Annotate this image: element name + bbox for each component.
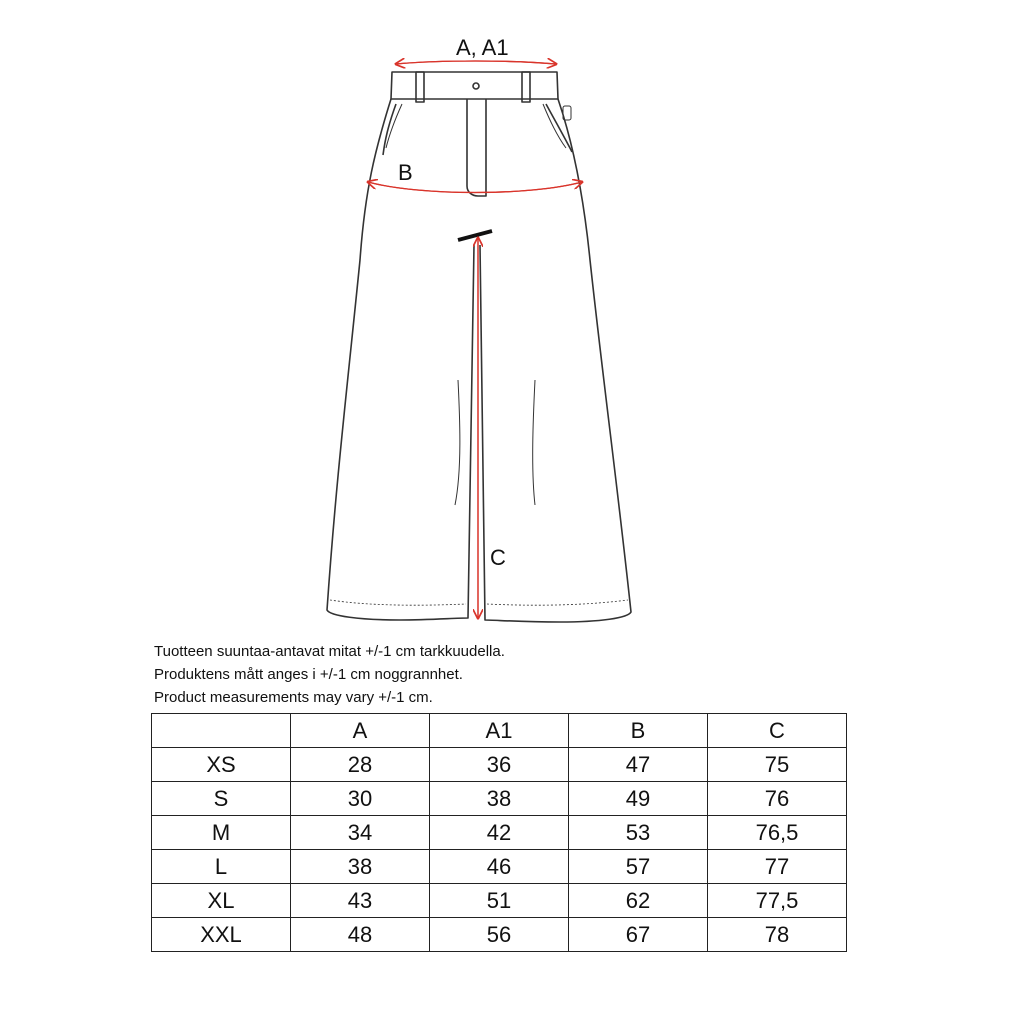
value-cell: 34 — [291, 816, 430, 850]
header-cell: C — [708, 714, 847, 748]
right-leg — [480, 99, 631, 622]
value-cell: 46 — [430, 850, 569, 884]
size-chart-table — [151, 713, 847, 952]
value-cell: 56 — [430, 918, 569, 952]
value-cell: 77,5 — [708, 884, 847, 918]
table-row — [152, 782, 847, 816]
table-row — [152, 816, 847, 850]
measurement-notes — [154, 640, 505, 709]
size-cell: M — [152, 816, 291, 850]
measure-lines — [368, 61, 582, 618]
value-cell: 62 — [569, 884, 708, 918]
value-cell: 47 — [569, 748, 708, 782]
value-cell: 38 — [291, 850, 430, 884]
size-cell: XL — [152, 884, 291, 918]
size-cell: L — [152, 850, 291, 884]
size-cell: XS — [152, 748, 291, 782]
header-cell: A — [291, 714, 430, 748]
value-cell: 36 — [430, 748, 569, 782]
label-inseam: C — [490, 545, 506, 570]
value-cell: 43 — [291, 884, 430, 918]
table-row — [152, 884, 847, 918]
value-cell: 38 — [430, 782, 569, 816]
table-row — [152, 918, 847, 952]
value-cell: 67 — [569, 918, 708, 952]
belt-loop-left — [416, 72, 424, 102]
value-cell: 78 — [708, 918, 847, 952]
value-cell: 76 — [708, 782, 847, 816]
header-cell: A1 — [430, 714, 569, 748]
pocket-left — [383, 104, 396, 155]
value-cell: 76,5 — [708, 816, 847, 850]
label-waist: A, A1 — [456, 35, 509, 60]
value-cell: 75 — [708, 748, 847, 782]
pants-outline — [327, 72, 631, 622]
pocket-right — [546, 104, 572, 152]
note-finnish: Tuotteen suuntaa-antavat mitat +/-1 cm tarkkuudella. — [154, 643, 505, 660]
belt-loop-right — [522, 72, 530, 102]
button-icon — [473, 83, 479, 89]
note-english: Product measurements may vary +/-1 cm. — [154, 689, 433, 706]
value-cell: 28 — [291, 748, 430, 782]
header-cell: B — [569, 714, 708, 748]
value-cell: 30 — [291, 782, 430, 816]
value-cell: 57 — [569, 850, 708, 884]
value-cell: 42 — [430, 816, 569, 850]
size-cell: XXL — [152, 918, 291, 952]
header-cell — [152, 714, 291, 748]
value-cell: 49 — [569, 782, 708, 816]
size-cell: S — [152, 782, 291, 816]
table-row — [152, 850, 847, 884]
value-cell: 48 — [291, 918, 430, 952]
label-hip: B — [398, 160, 413, 185]
table-row — [152, 748, 847, 782]
value-cell: 77 — [708, 850, 847, 884]
value-cell: 51 — [430, 884, 569, 918]
table-header-row — [152, 714, 847, 748]
note-swedish: Produktens mått anges i +/-1 cm noggrannhet. — [154, 666, 463, 683]
value-cell: 53 — [569, 816, 708, 850]
crotch-marker — [458, 231, 492, 240]
fly — [467, 99, 486, 196]
